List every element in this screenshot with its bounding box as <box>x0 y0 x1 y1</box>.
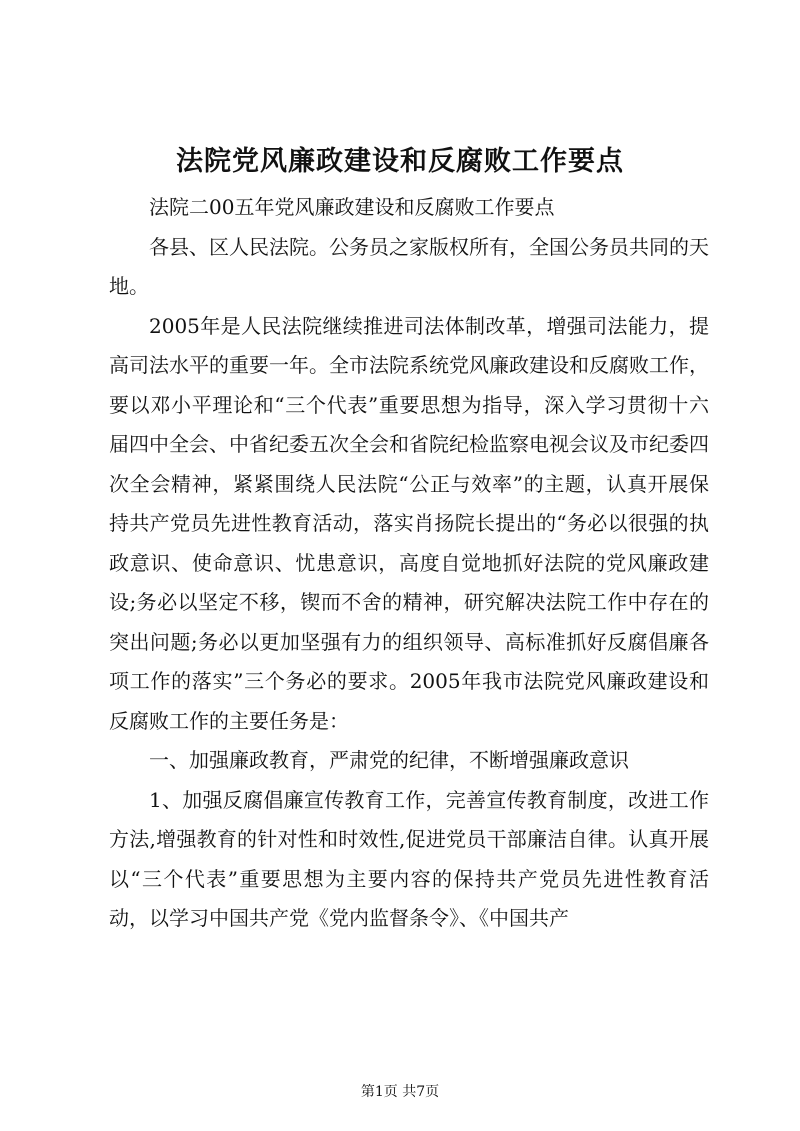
paragraph-subtitle: 法院二00五年党风廉政建设和反腐败工作要点 <box>149 195 555 219</box>
paragraph-section-heading: 一、加强廉政教育，严肃党的纪律，不断增强廉政意识 <box>149 748 629 772</box>
document-body <box>109 188 709 939</box>
document-title: 法院党风廉政建设和反腐败工作要点 <box>176 146 624 177</box>
paragraph-addressee: 各县、区人民法院。公务员之家版权所有，全国公务员共同的天地。 <box>109 234 709 298</box>
page-number-footer: 第1页 共7页 <box>360 1084 440 1100</box>
paragraph-item-1: 1、加强反腐倡廉宣传教育工作，完善宣传教育制度，改进工作方法,增强教育的针对性和时效性,促进党员干部廉洁自律。认真开展以“三个代表”重要思想为主要内容的保持共产党员先进性教育活动，以学习中国共产党《党内监督条令》、《中国共产 <box>109 787 709 930</box>
paragraph-intro: 2005年是人民法院继续推进司法体制改革，增强司法能力，提高司法水平的重要一年。全市法院系统党风廉政建设和反腐败工作，要以邓小平理论和“三个代表”重要思想为指导，深入学习贯彻十六届四中全会、中省纪委五次全会和省院纪检监察电视会议及市纪委四次全会精神，紧紧围绕人民法院“公正与效率”的主题，认真开展保持共产党员先进性教育活动，落实肖扬院长提出的“务必以很强的执政意识、使命意识、忧患意识，高度自觉地抓好法院的党风廉政建设;务必以坚定不移，锲而不舍的精神，研究解决法院工作中存在的突出问题;务必以更加坚强有力的组织领导、高标准抓好反腐倡廉各项工作的落实”三个务必的要求。2005年我市法院党风廉政建设和反腐败工作的主要任务是： <box>109 313 709 733</box>
